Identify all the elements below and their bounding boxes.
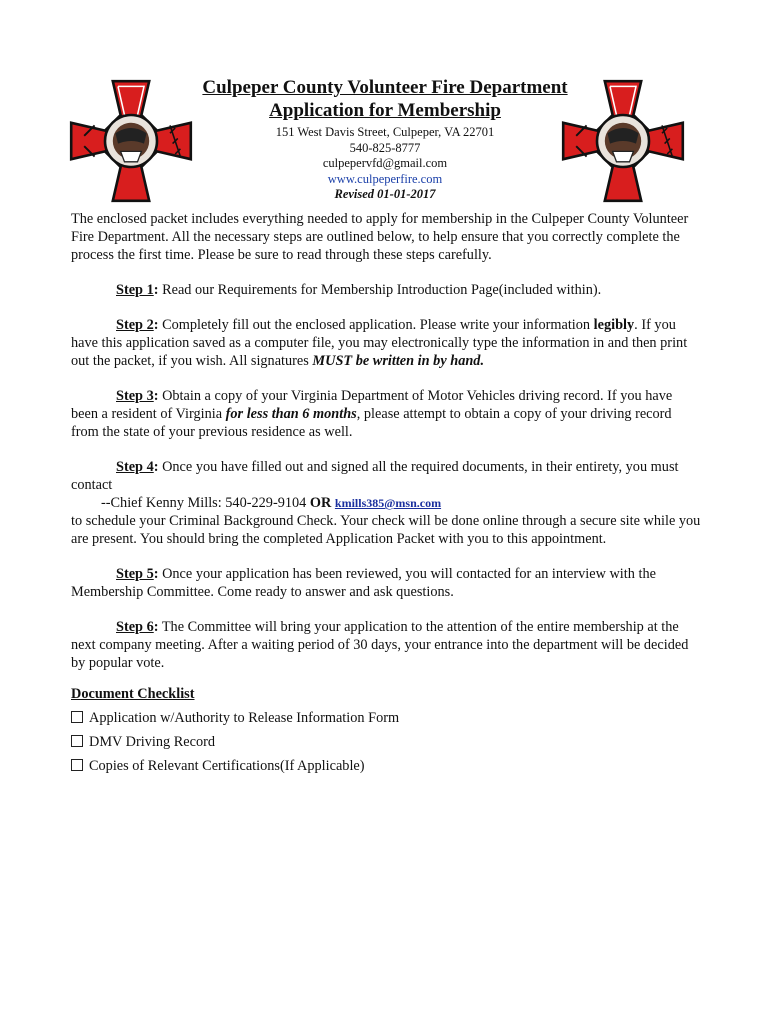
website-link[interactable]: www.culpeperfire.com (327, 171, 443, 186)
step-4: Step 4: Once you have filled out and signed all the required documents, in their entirety, you must contact --Chief Kenny Mills: 540-229-9104 OR kmills385@msn.com to schedule your Criminal Background Check. Your check will be done online through a secure site while you are present. You should bring the completed Application Packet with you to this appointment. (71, 459, 701, 547)
step-1-label: Step 1 (116, 282, 154, 298)
document-body (71, 210, 701, 781)
step-2-text-a: Completely fill out the enclosed application. Please write your information (158, 317, 594, 333)
step-4-or: OR (309, 495, 332, 511)
title-line-2: Application for Membership (269, 100, 501, 121)
checklist-item (71, 757, 701, 775)
contact-email-link[interactable]: kmills385@msn.com (334, 496, 442, 510)
step-1-text: Read our Requirements for Membership Introduction Page(included within). (158, 282, 602, 298)
checkbox-icon[interactable] (71, 759, 83, 771)
step-3-label: Step 3 (116, 388, 154, 404)
step-2-text-b: . If you have this application saved as a computer file, you may electronically type the information in and then print out the packet, if you wish. All signatures (71, 317, 688, 369)
step-6-label: Step 6 (116, 619, 154, 635)
document-header (170, 76, 600, 203)
checklist-item (71, 733, 701, 751)
address: 151 West Davis Street, Culpeper, VA 22701 (275, 125, 495, 139)
step-4-label: Step 4 (116, 459, 154, 475)
step-3-bold-italic: for less than 6 months (225, 406, 357, 422)
step-1: Step 1: Read our Requirements for Membership Introduction Page(included within). (116, 282, 602, 298)
step-4-text-b: to schedule your Criminal Background Check. Your check will be done online through a secure site while you are present. You should bring the completed Application Packet with you to this appointment. (71, 513, 701, 547)
step-6: Step 6: The Committee will bring your application to the attention of the entire membership at the next company meeting. After a waiting period of 30 days, your entrance into the department will be decided by popular vote. (71, 619, 689, 671)
step-4-text-a: Once you have filled out and signed all the required documents, in their entirety, you must contact (71, 459, 679, 493)
step-5-label: Step 5 (116, 566, 154, 582)
step-2-bold: legibly (593, 317, 635, 333)
intro-paragraph: The enclosed packet includes everything needed to apply for membership in the Culpeper County Volunteer Fire Department. All the necessary steps are outlined below, to help ensure that you correctly complete the process the first time. Please be sure to read through these steps carefully. (71, 211, 689, 263)
step-5-text: Once your application has been reviewed, you will contacted for an interview with the Membership Committee. Come ready to answer and ask questions. (71, 566, 656, 600)
step-4-contact: --Chief Kenny Mills: 540-229-9104 (101, 495, 310, 511)
checklist-item-label: Application w/Authority to Release Information Form (89, 710, 400, 726)
checklist-title: Document Checklist (71, 686, 195, 702)
title-line-1: Culpeper County Volunteer Fire Department (202, 77, 568, 98)
checklist-item-label: Copies of Relevant Certifications(If Applicable) (89, 758, 365, 774)
step-3-text-b: , please attempt to obtain a copy of your driving record from the state of your previous residence as well. (71, 406, 672, 440)
step-3: Step 3: Obtain a copy of your Virginia Department of Motor Vehicles driving record. If you have been a resident of Virginia for less than 6 months, please attempt to obtain a copy of your driving record from the state of your previous residence as well. (71, 388, 673, 440)
checklist-item (71, 709, 701, 727)
checkbox-icon[interactable] (71, 711, 83, 723)
step-5: Step 5: Once your application has been reviewed, you will contacted for an interview with the Membership Committee. Come ready to answer and ask questions. (71, 566, 656, 600)
email: culpepervfd@gmail.com (322, 156, 448, 170)
step-2-bold-italic: MUST be written in by hand. (312, 353, 485, 369)
step-2: Step 2: Completely fill out the enclosed application. Please write your information legibly. If you have this application saved as a computer file, you may electronically type the information in and then print out the packet, if you wish. All signatures MUST be written in by hand. (71, 317, 688, 369)
checklist-item-label: DMV Driving Record (89, 734, 216, 750)
step-3-text-a: Obtain a copy of your Virginia Department of Motor Vehicles driving record. If you have been a resident of Virginia (71, 388, 673, 422)
checkbox-icon[interactable] (71, 735, 83, 747)
revised-date: Revised 01-01-2017 (334, 187, 436, 201)
phone: 540-825-8777 (349, 140, 421, 155)
step-2-label: Step 2 (116, 317, 154, 333)
step-6-text: The Committee will bring your application to the attention of the entire membership at the next company meeting. After a waiting period of 30 days, your entrance into the department will be decided by popular vote. (71, 619, 689, 671)
